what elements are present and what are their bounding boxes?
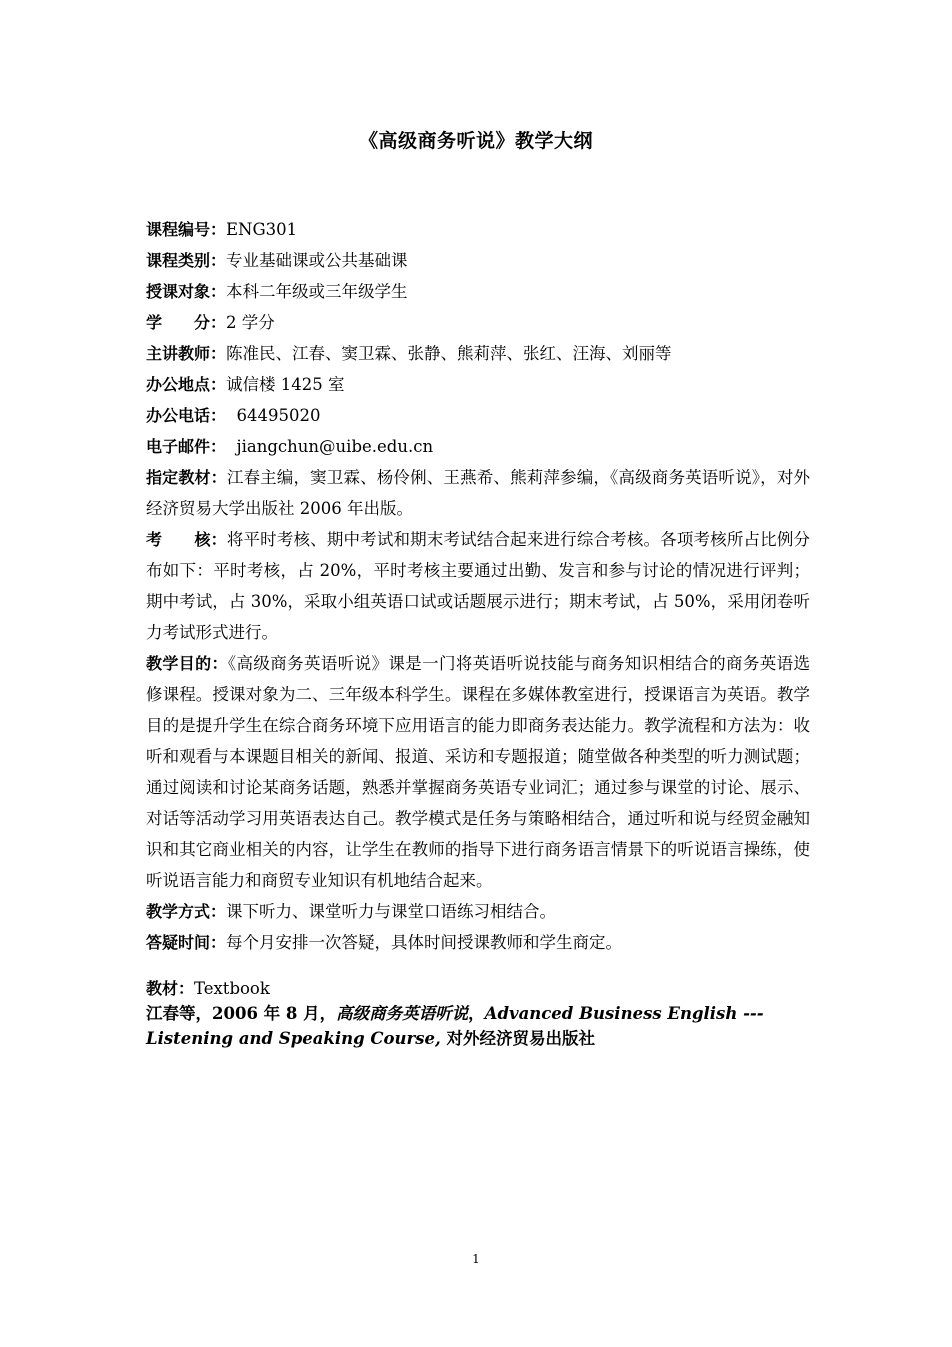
reference-separator: ， (468, 1004, 485, 1023)
spacer (146, 958, 810, 976)
section-text: 将平时考核、期中考试和期末考试结合起来进行综合考核。各项考核所占比例分布如下：平时考核，占 20%，平时考核主要通过出勤、发言和参与讨论的情况进行评判；期中考试，占 30%，采取小组英语口试或话题展示进行；期末考试，占 50%，采用闭卷听力考试形式进行。 (146, 530, 810, 642)
section-objective (146, 648, 810, 896)
field-course-category (146, 245, 810, 276)
section-label: 教学目的： (146, 654, 228, 673)
field-value: 64495020 (226, 406, 321, 425)
section-assigned-textbook (146, 462, 810, 524)
field-label: 学 分： (146, 313, 227, 332)
field-value: ENG301 (226, 220, 298, 239)
field-value: 诚信楼 1425 室 (226, 375, 345, 394)
field-label: 授课对象： (146, 282, 227, 301)
email-value: jiangchun@uibe.edu.cn (226, 437, 434, 456)
field-value: 陈准民、江春、窦卫霖、张静、熊莉萍、张红、汪海、刘丽等 (226, 344, 672, 363)
section-text: 每个月安排一次答疑，具体时间授课教师和学生商定。 (226, 933, 623, 952)
section-text: 江春主编，窦卫霖、杨伶俐、王燕希、熊莉萍参编，《高级商务英语听说》，对外经济贸易大学出版社 2006 年出版。 (146, 468, 810, 518)
section-assessment (146, 524, 810, 648)
field-label: 课程编号： (146, 220, 227, 239)
section-office-hours (146, 927, 810, 958)
field-label: 主讲教师： (146, 344, 227, 363)
field-credits (146, 307, 810, 338)
section-label: 答疑时间： (146, 933, 227, 952)
field-office (146, 369, 810, 400)
reference-title-en: Advanced Business English --- Listening and Speaking Course, (146, 1004, 764, 1048)
field-audience (146, 276, 810, 307)
reference-author: 江春等，2006 年 8 月， (146, 1004, 337, 1023)
section-text: 课下听力、课堂听力与课堂口语练习相结合。 (226, 902, 557, 921)
syllabus-body (146, 214, 810, 1051)
page-title: 《高级商务听说》教学大纲 (358, 130, 593, 152)
section-label: 教材： (146, 979, 195, 998)
section-text: 《高级商务英语听说》课是一门将英语听说技能与商务知识相结合的商务英语选修课程。授课对象为二、三年级本科学生。课程在多媒体教室进行，授课语言为英语。教学目的是提升学生在综合商务环境下应用语言的能力即商务表达能力。教学流程和方法为：收听和观看与本课题目相关的新闻、报道、采访和专题报道；随堂做各种类型的听力测试题；通过阅读和讨论某商务话题，熟悉并掌握商务英语专业词汇；通过参与课堂的讨论、展示、对话等活动学习用英语表达自己。教学模式是任务与策略相结合，通过听和说与经贸金融知识和其它商业相关的内容，让学生在教师的指导下进行商务语言情景下的听说语言操练，使听说语言能力和商贸专业知识有机地结合起来。 (146, 654, 810, 890)
field-value: 专业基础课或公共基础课 (226, 251, 408, 270)
field-label: 办公地点： (146, 375, 227, 394)
field-email (146, 431, 810, 462)
field-label: 办公电话： (146, 406, 227, 425)
field-value: 本科二年级或三年级学生 (226, 282, 408, 301)
field-value: 2 学分 (226, 313, 275, 332)
page-number: 1 (472, 1252, 480, 1266)
section-text: Textbook (194, 979, 270, 998)
field-label: 课程类别： (146, 251, 227, 270)
reference-title-cn: 高级商务英语听说 (336, 1004, 469, 1023)
field-phone (146, 400, 810, 431)
section-textbook (146, 976, 810, 1001)
section-label: 指定教材： (146, 468, 227, 487)
section-label: 教学方式： (146, 902, 227, 921)
reference-publisher: 对外经济贸易出版社 (440, 1029, 596, 1048)
section-method (146, 896, 810, 927)
field-label: 电子邮件： (146, 437, 227, 456)
field-instructors (146, 338, 810, 369)
section-label: 考 核： (146, 530, 227, 549)
textbook-reference (146, 1001, 810, 1051)
field-course-code (146, 214, 810, 245)
